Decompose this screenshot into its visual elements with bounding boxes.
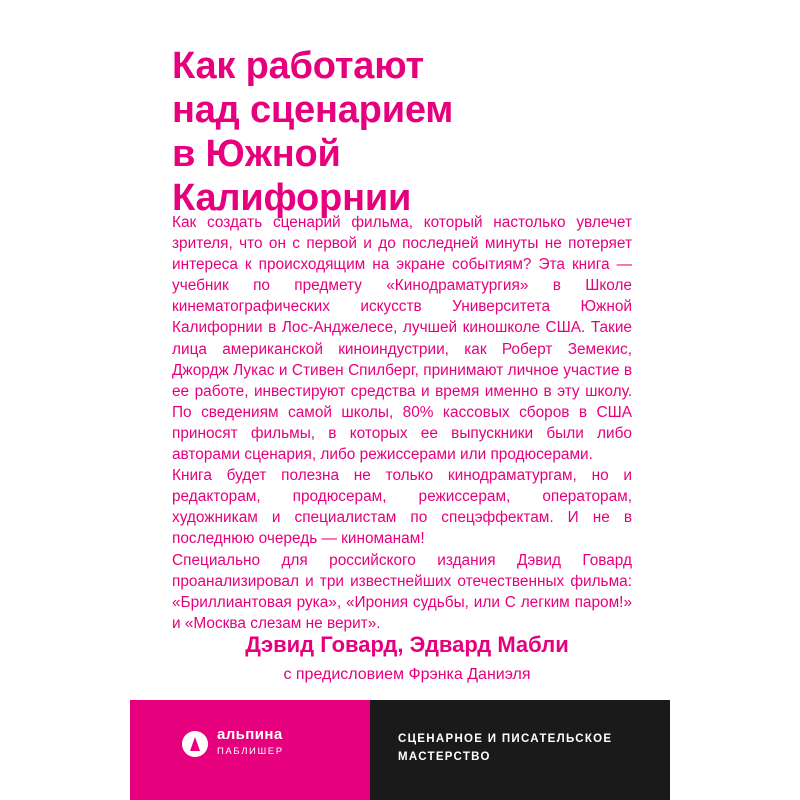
series-label	[398, 730, 648, 766]
publisher-name: альпина	[217, 726, 283, 743]
series-line-2: МАСТЕРСТВО	[398, 751, 491, 763]
title-line-1: Как работают	[172, 45, 424, 87]
publisher-subtitle: ПАБЛИШЕР	[217, 746, 284, 757]
page-title	[172, 44, 642, 220]
blurb-paragraph-3: Специально для российского издания Дэвид Говард проанализировал и три известнейших отечественных фильма: «Бриллиантовая рука», «Ирония судьбы, или С легким паром!» и «Москва слезам не верит».	[172, 551, 632, 632]
series-line-1: СЦЕНАРНОЕ И ПИСАТЕЛЬСКОЕ	[398, 733, 613, 745]
alpina-triangle-icon	[182, 731, 208, 757]
blurb-paragraph-1: Как создать сценарий фильма, который настолько увлечет зрителя, что он с первой и до последней минуты не потеряет интереса к происходящим на экране событиям? Эта книга — учебник по предмету «Кинодраматургия» в Школе кинематографических искусств Университета Южной Калифорнии в Лос-Анджелесе, лучшей киношколе США. Такие лица американской киноиндустрии, как Роберт Земекис, Джордж Лукас и Стивен Спилберг, принимают личное участие в ее работе, инвестируют средства и время именно в эту школу. По сведениям самой школы, 80% кассовых сборов в США приносят фильмы, в которых ее выпускники были либо авторами сценария, либо режиссерами или продюсерами.	[172, 214, 632, 464]
title-line-3: в Южной	[172, 133, 341, 175]
publisher-text	[217, 728, 284, 759]
cover-footer	[130, 700, 670, 800]
publisher-logo	[182, 728, 284, 759]
foreword-line: с предисловием Фрэнка Даниэля	[283, 666, 531, 683]
title-line-2: над сценарием	[172, 89, 454, 131]
authors-line: Дэвид Говард, Эдвард Мабли	[245, 632, 569, 657]
blurb-text	[172, 212, 632, 634]
title-line-4: Калифорнии	[172, 177, 412, 219]
blurb-paragraph-2: Книга будет полезна не только кинодраматургам, но и редакторам, продюсерам, режиссерам, операторам, художникам и специалистам по спецэффектам. И не в последнюю очередь — киноманам!	[172, 467, 632, 548]
